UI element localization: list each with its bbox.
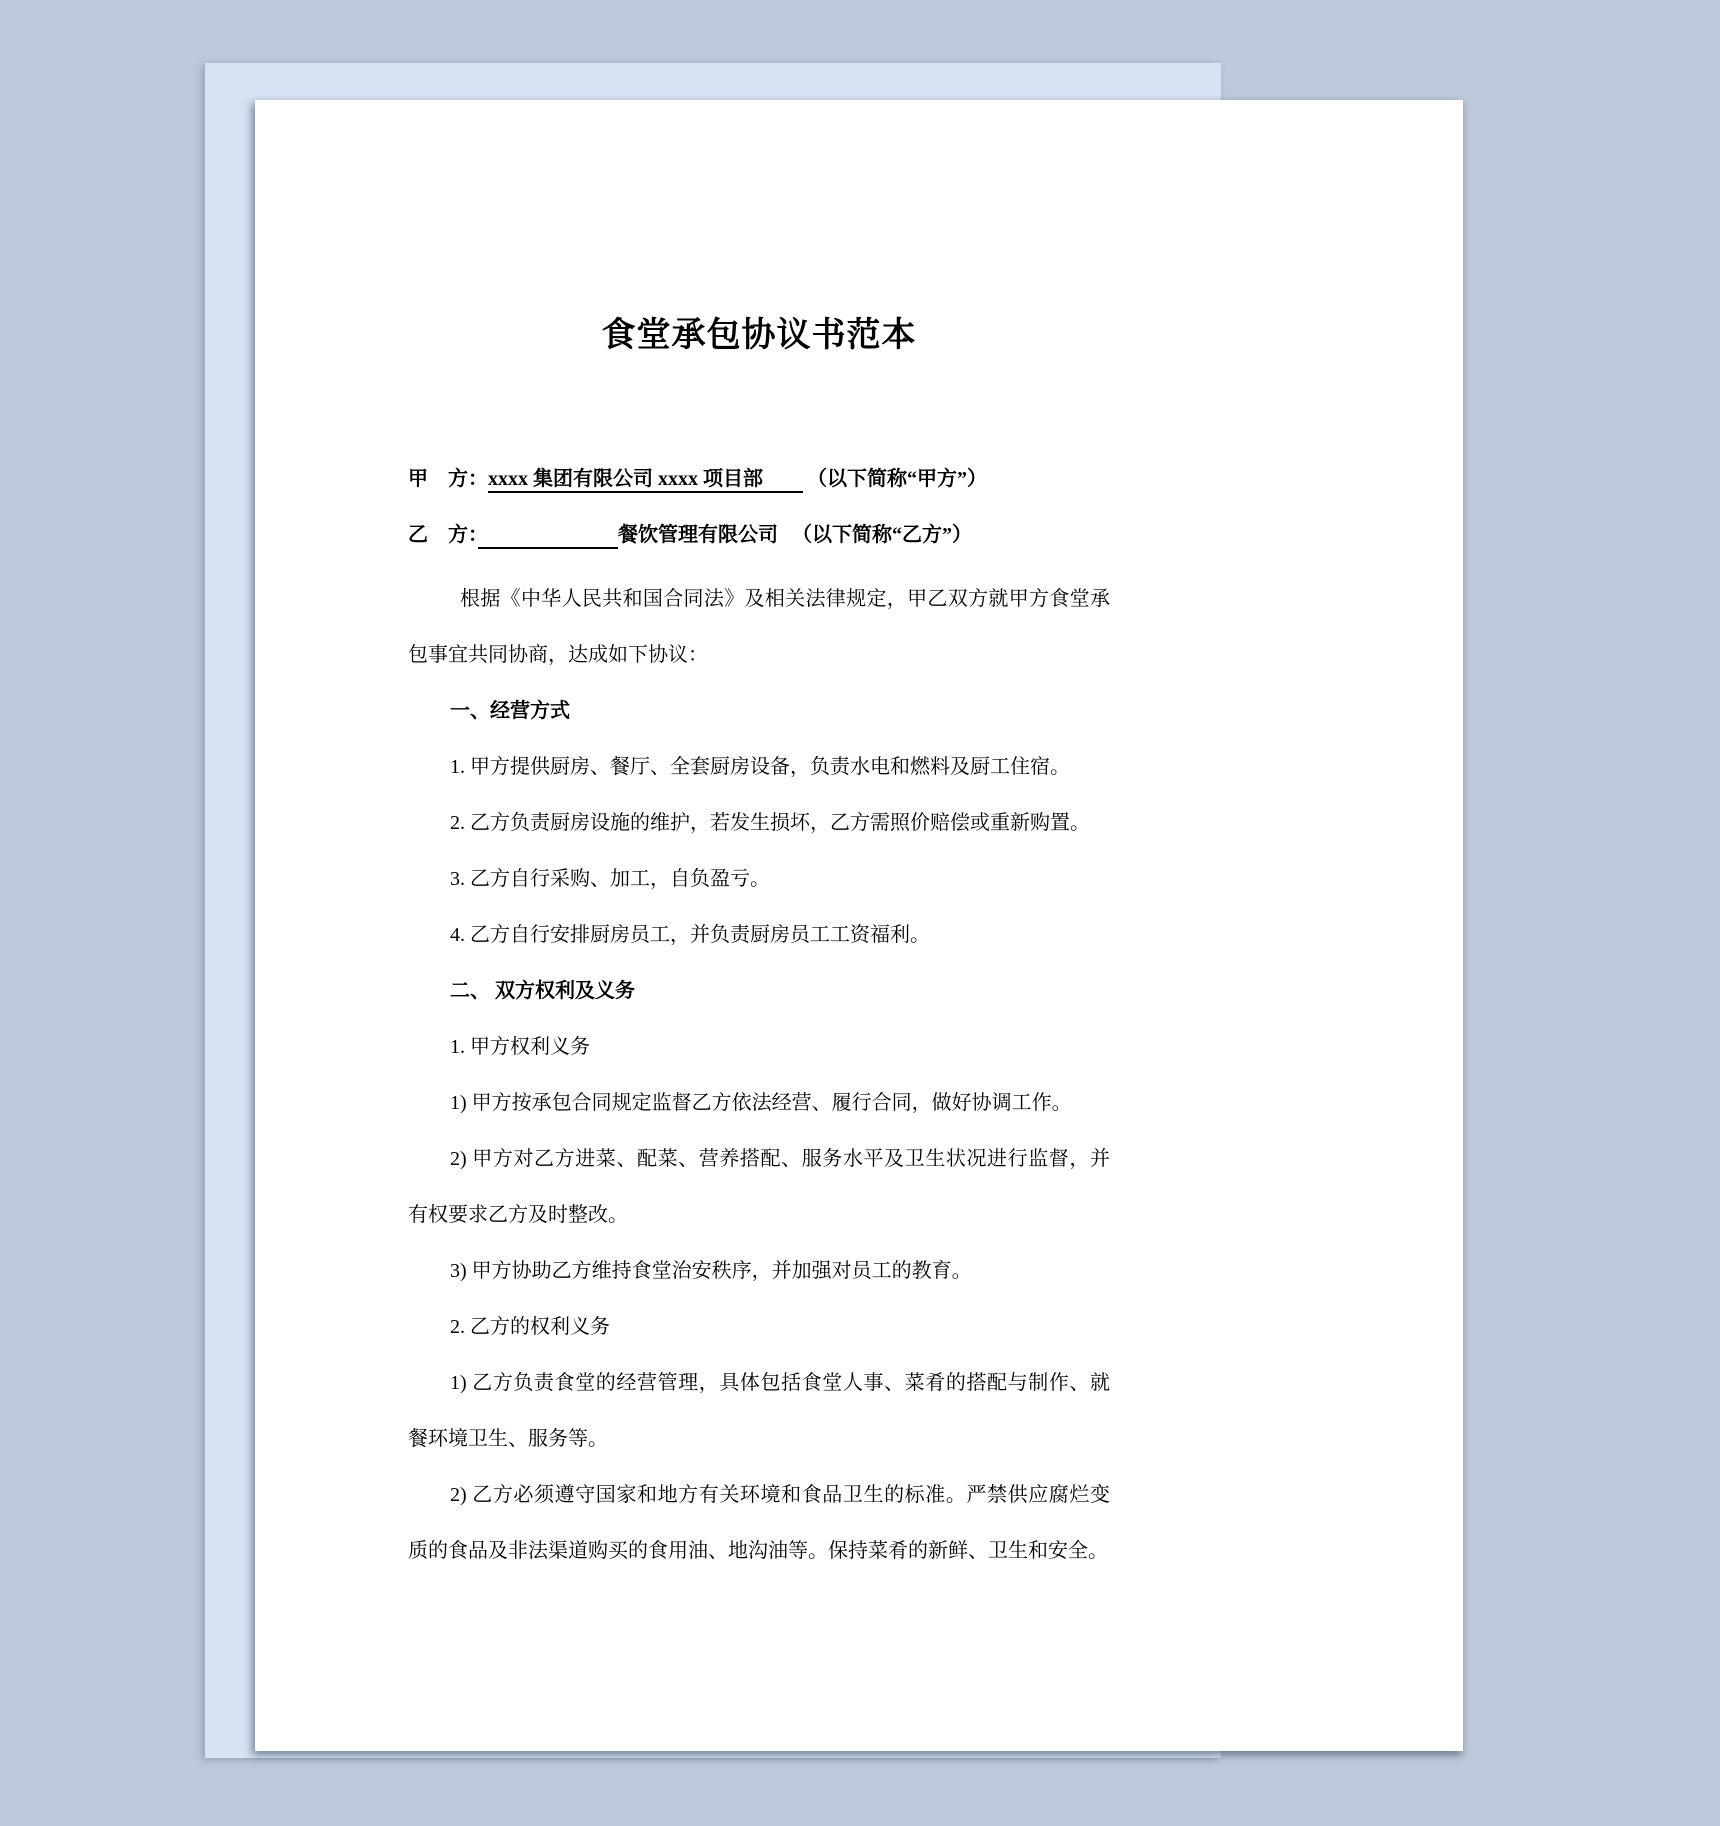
party-a-label: 甲 方： [408,468,488,490]
party-a-trailing-blank [763,468,803,490]
party-b-label: 乙 方： [408,524,478,546]
section-1-item: 4. 乙方自行安排厨房员工，并负责厨房员工工资福利。 [450,924,930,946]
section-2-item: 1) 乙方负责食堂的经营管理，具体包括食堂人事、菜肴的搭配与制作、就餐环境卫生、服务等。 [408,1372,1110,1450]
document-page [255,100,1463,1751]
section-2-item: 3) 甲方协助乙方维持食堂治安秩序，并加强对员工的教育。 [450,1260,972,1282]
section-1-item: 1. 甲方提供厨房、餐厅、全套厨房设备，负责水电和燃料及厨工住宿。 [450,756,1070,778]
party-b-line [408,507,1110,563]
section-1-item: 3. 乙方自行采购、加工，自负盈亏。 [450,868,770,890]
party-a-line [408,451,1110,507]
section-2-item: 2) 甲方对乙方进菜、配菜、营养搭配、服务水平及卫生状况进行监督，并有权要求乙方及时整改。 [408,1148,1110,1226]
section-2-heading: 二、 双方权利及义务 [450,980,635,1002]
party-b-alias: （以下简称“乙方”） [792,524,972,546]
section-2-item: 2) 乙方必须遵守国家和地方有关环境和食品卫生的标准。严禁供应腐烂变质的食品及非法渠道购买的食用油、地沟油等。保持菜肴的新鲜、卫生和安全。 [408,1484,1110,1562]
party-b-blank-field [478,524,618,546]
section-2-item: 1. 甲方权利义务 [450,1036,590,1058]
party-a-name: xxxx 集团有限公司 xxxx 项目部 [488,468,763,490]
section-1-item: 2. 乙方负责厨房设施的维护，若发生损坏，乙方需照价赔偿或重新购置。 [450,812,1090,834]
document-content [408,312,1110,1579]
document-title: 食堂承包协议书范本 [601,317,917,354]
section-1-heading: 一、经营方式 [450,700,570,722]
preamble-paragraph: 根据《中华人民共和国合同法》及相关法律规定，甲乙双方就甲方食堂承包事宜共同协商，达成如下协议： [408,588,1110,666]
section-2-item: 1) 甲方按承包合同规定监督乙方依法经营、履行合同，做好协调工作。 [450,1092,1072,1114]
party-b-name: 餐饮管理有限公司 [618,524,778,546]
party-a-alias: （以下简称“甲方”） [817,468,987,490]
section-2-item: 2. 乙方的权利义务 [450,1316,610,1338]
